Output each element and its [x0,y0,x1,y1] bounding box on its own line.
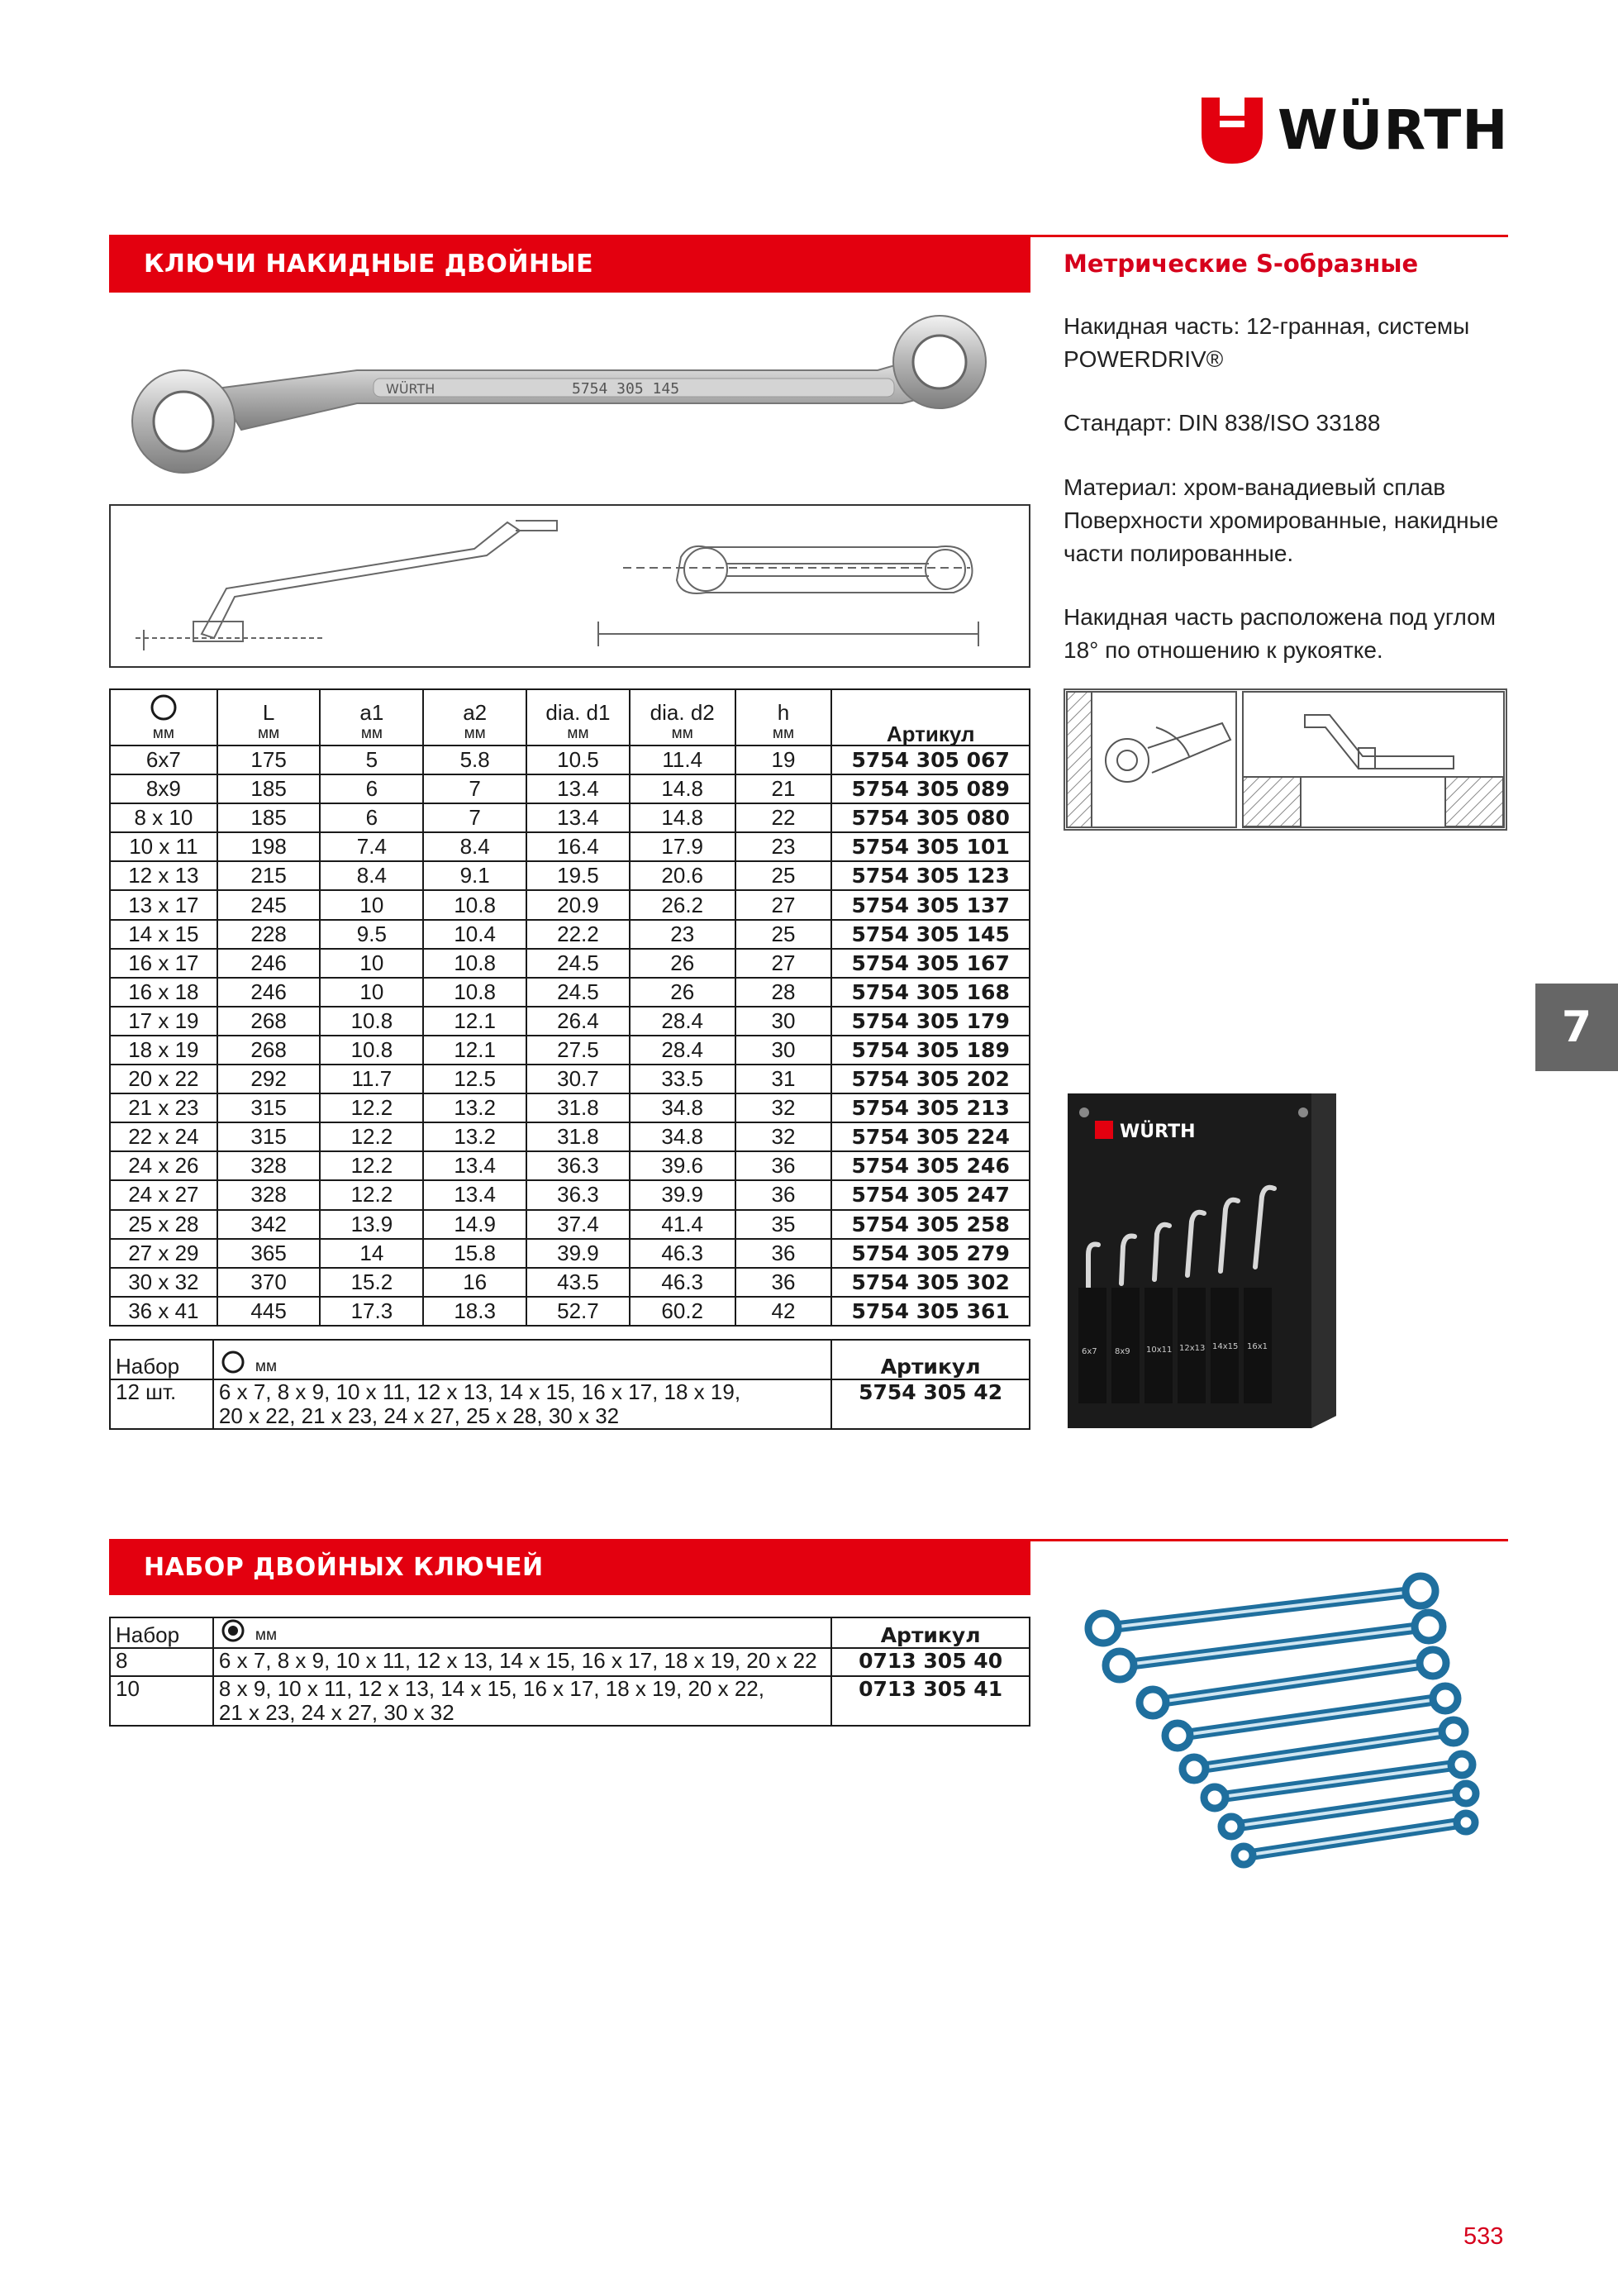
section1-subtitle: Метрические S-образные [1064,250,1419,278]
wrench-drawing-icon [111,506,1029,666]
cell-dia-d1: 31.8 [526,1093,630,1122]
cell-dia-d1: 31.8 [526,1122,630,1151]
wurth-logo-text: WÜRTH [1278,98,1509,162]
table-row [110,1036,1030,1065]
double-wrench-set-photo [1064,1570,1510,1876]
cell-h: 25 [735,861,832,890]
table-row [110,1007,1030,1036]
cell-h: 28 [735,978,832,1007]
twelve-point-ring-icon [150,693,178,722]
cell-size: 10 x 11 [110,832,217,861]
table-row [110,1065,1030,1093]
cell-h: 21 [735,774,832,803]
twelve-point-ring-icon [219,1350,247,1374]
cell-h: 36 [735,1239,832,1268]
section2-title: НАБОР ДВОЙНЫХ КЛЮЧЕЙ [109,1539,1030,1595]
table-row [110,1239,1030,1268]
cell-length: 246 [217,949,321,978]
set-header-article: Артикул [831,1617,1030,1648]
cell-length: 228 [217,920,321,949]
cell-a2: 12.1 [423,1007,526,1036]
cell-length: 315 [217,1122,321,1151]
desc-angle: Накидная часть расположена под углом 18° по отношению к рукоятке. [1064,604,1496,663]
cell-dia-d1: 22.2 [526,920,630,949]
cell-a2: 16 [423,1268,526,1297]
cell-a1: 10 [320,890,423,919]
cell-length: 268 [217,1007,321,1036]
cell-a1: 5 [320,745,423,774]
cell-length: 315 [217,1093,321,1122]
cell-length: 185 [217,803,321,832]
desc-head-type: Накидная часть: 12-гранная, системы POWERDRIV® [1064,313,1470,372]
wrench-technical-drawing [109,504,1030,668]
set-row [110,1676,1030,1726]
cell-dia-d1: 36.3 [526,1180,630,1209]
table-row [110,803,1030,832]
table-row [110,890,1030,919]
header-dia-d1: dia. d1 мм [526,689,630,745]
cell-article: 5754 305 279 [831,1239,1030,1268]
cell-a1: 10.8 [320,1036,423,1065]
cell-h: 31 [735,1065,832,1093]
cell-size: 18 x 19 [110,1036,217,1065]
table-row [110,1122,1030,1151]
cell-article: 5754 305 224 [831,1122,1030,1151]
set-sizes: 6 x 7, 8 x 9, 10 x 11, 12 x 13, 14 x 15, 16 x 17, 18 x 19, 20 x 22 [213,1648,831,1676]
cell-a2: 13.4 [423,1180,526,1209]
cell-dia-d1: 13.4 [526,803,630,832]
cell-size: 30 x 32 [110,1268,217,1297]
section2-title-rule [1030,1539,1508,1541]
cell-size: 14 x 15 [110,920,217,949]
cell-dia-d1: 20.9 [526,890,630,919]
cell-length: 342 [217,1210,321,1239]
spec-table-header-row [110,689,1030,745]
cell-a1: 14 [320,1239,423,1268]
cell-a2: 12.5 [423,1065,526,1093]
header-a2: a2 мм [423,689,526,745]
cell-dia-d1: 52.7 [526,1297,630,1326]
spec-table [109,688,1030,1327]
cell-dia-d1: 10.5 [526,745,630,774]
set-sizes: 6 x 7, 8 x 9, 10 x 11, 12 x 13, 14 x 15, 16 x 17, 18 x 19, 20 x 22, 21 x 23, 24 x 27, 25 x 28, 30 x 32 [213,1379,831,1429]
cell-a1: 6 [320,803,423,832]
pouch-label: 10x11 [1146,1346,1173,1355]
cell-h: 35 [735,1210,832,1239]
set-count: 8 [110,1648,213,1676]
header-h: h мм [735,689,832,745]
set-row [110,1648,1030,1676]
cell-article: 5754 305 247 [831,1180,1030,1209]
cell-a2: 10.8 [423,890,526,919]
set-table-double [109,1617,1030,1727]
angle-diagram-icon [1065,690,1506,829]
set-article: 0713 305 41 [831,1676,1030,1726]
cell-length: 292 [217,1065,321,1093]
cell-a1: 6 [320,774,423,803]
set-table-12 [109,1339,1030,1430]
cell-length: 445 [217,1297,321,1326]
cell-article: 5754 305 202 [831,1065,1030,1093]
table-row [110,1180,1030,1209]
cell-a1: 7.4 [320,832,423,861]
cell-article: 5754 305 123 [831,861,1030,890]
cell-dia-d2: 11.4 [630,745,735,774]
cell-h: 22 [735,803,832,832]
cell-dia-d2: 33.5 [630,1065,735,1093]
cell-a2: 13.2 [423,1093,526,1122]
header-a1: a1 мм [320,689,423,745]
cell-dia-d2: 26 [630,949,735,978]
cell-a2: 5.8 [423,745,526,774]
cell-h: 23 [735,832,832,861]
cell-a1: 10 [320,949,423,978]
cell-article: 5754 305 213 [831,1093,1030,1122]
table-row [110,1093,1030,1122]
set-sizes: 8 x 9, 10 x 11, 12 x 13, 14 x 15, 16 x 17, 18 x 19, 20 x 22, 21 x 23, 24 x 27, 30 x 32 [213,1676,831,1726]
cell-length: 328 [217,1151,321,1180]
cell-article: 5754 305 137 [831,890,1030,919]
cell-dia-d2: 34.8 [630,1122,735,1151]
section-tab: 7 [1535,984,1618,1071]
cell-size: 24 x 26 [110,1151,217,1180]
header-length: L мм [217,689,321,745]
cell-dia-d2: 46.3 [630,1239,735,1268]
cell-dia-d2: 39.6 [630,1151,735,1180]
cell-length: 215 [217,861,321,890]
set-count: 12 шт. [110,1379,213,1429]
set-header-article: Артикул [831,1340,1030,1379]
pouch-label: 6x7 [1082,1347,1097,1356]
cell-article: 5754 305 101 [831,832,1030,861]
cell-dia-d2: 14.8 [630,774,735,803]
cell-a1: 9.5 [320,920,423,949]
cell-length: 246 [217,978,321,1007]
cell-a2: 8.4 [423,832,526,861]
cell-h: 19 [735,745,832,774]
cell-a2: 7 [423,803,526,832]
cell-article: 5754 305 179 [831,1007,1030,1036]
cell-dia-d2: 17.9 [630,832,735,861]
desc-standard: Стандарт: DIN 838/ISO 33188 [1064,410,1381,436]
cell-a1: 15.2 [320,1268,423,1297]
cell-dia-d2: 39.9 [630,1180,735,1209]
cell-dia-d2: 14.8 [630,803,735,832]
cell-article: 5754 305 080 [831,803,1030,832]
section1-title-rule [1030,235,1508,237]
header-dia-d2: dia. d2 мм [630,689,735,745]
cell-length: 365 [217,1239,321,1268]
cell-a1: 17.3 [320,1297,423,1326]
set-header-label: Набор [110,1617,213,1648]
cell-dia-d1: 24.5 [526,978,630,1007]
cell-dia-d2: 26 [630,978,735,1007]
table-row [110,978,1030,1007]
table-row [110,774,1030,803]
cell-dia-d2: 28.4 [630,1007,735,1036]
table-row [110,745,1030,774]
cell-dia-d2: 46.3 [630,1268,735,1297]
cell-a2: 7 [423,774,526,803]
cell-h: 27 [735,890,832,919]
cell-article: 5754 305 246 [831,1151,1030,1180]
set-row [110,1379,1030,1429]
cell-a1: 10 [320,978,423,1007]
set-article: 0713 305 40 [831,1648,1030,1676]
cell-h: 32 [735,1093,832,1122]
cell-h: 30 [735,1007,832,1036]
spec-table-body [110,745,1030,1326]
table-row [110,861,1030,890]
cell-dia-d1: 13.4 [526,774,630,803]
cell-length: 185 [217,774,321,803]
cell-dia-d1: 24.5 [526,949,630,978]
pouch-label: 12x13 [1179,1344,1206,1353]
page-number: 533 [1463,2223,1504,2250]
cell-a1: 8.4 [320,861,423,890]
cell-h: 42 [735,1297,832,1326]
cell-a1: 12.2 [320,1151,423,1180]
table-row [110,1268,1030,1297]
cell-a1: 11.7 [320,1065,423,1093]
cell-dia-d1: 37.4 [526,1210,630,1239]
set-header-label: Набор [110,1340,213,1379]
set-header-sizes: мм [213,1617,831,1648]
cell-size: 22 x 24 [110,1122,217,1151]
cell-a1: 10.8 [320,1007,423,1036]
cell-a2: 14.9 [423,1210,526,1239]
cell-dia-d2: 28.4 [630,1036,735,1065]
wurth-logo-mark-icon [1202,98,1263,164]
cell-article: 5754 305 168 [831,978,1030,1007]
desc-material: Материал: хром-ванадиевый сплав [1064,474,1446,500]
cell-h: 27 [735,949,832,978]
cell-length: 268 [217,1036,321,1065]
table-row [110,920,1030,949]
wrench-marking: 5754 305 145 [572,380,680,398]
table-row [110,1297,1030,1326]
cell-size: 20 x 22 [110,1065,217,1093]
cell-size: 8x9 [110,774,217,803]
cell-size: 8 x 10 [110,803,217,832]
cell-size: 17 x 19 [110,1007,217,1036]
cell-article: 5754 305 361 [831,1297,1030,1326]
cell-article: 5754 305 145 [831,920,1030,949]
cell-dia-d1: 19.5 [526,861,630,890]
cell-dia-d1: 36.3 [526,1151,630,1180]
cell-article: 5754 305 089 [831,774,1030,803]
cell-dia-d1: 16.4 [526,832,630,861]
cell-dia-d1: 26.4 [526,1007,630,1036]
set-header-sizes: мм [213,1340,831,1379]
set-count: 10 [110,1676,213,1726]
cell-h: 25 [735,920,832,949]
cell-size: 25 x 28 [110,1210,217,1239]
cell-size: 27 x 29 [110,1239,217,1268]
cell-length: 198 [217,832,321,861]
pouch-label: 8x9 [1115,1347,1130,1356]
cell-a1: 12.2 [320,1093,423,1122]
cell-size: 6x7 [110,745,217,774]
wrench-set-pouch-photo [1064,1089,1344,1432]
cell-dia-d2: 41.4 [630,1210,735,1239]
cell-h: 36 [735,1151,832,1180]
angle-diagrams [1064,688,1507,831]
cell-length: 370 [217,1268,321,1297]
table-row [110,832,1030,861]
cell-size: 21 x 23 [110,1093,217,1122]
cell-a2: 10.8 [423,978,526,1007]
cell-a1: 13.9 [320,1210,423,1239]
cell-article: 5754 305 067 [831,745,1030,774]
cell-a2: 12.1 [423,1036,526,1065]
cell-a1: 12.2 [320,1122,423,1151]
cell-size: 12 x 13 [110,861,217,890]
cell-h: 36 [735,1180,832,1209]
cell-dia-d1: 30.7 [526,1065,630,1093]
cell-article: 5754 305 258 [831,1210,1030,1239]
cell-h: 36 [735,1268,832,1297]
cell-dia-d2: 20.6 [630,861,735,890]
cell-article: 5754 305 302 [831,1268,1030,1297]
cell-size: 13 x 17 [110,890,217,919]
table-row [110,949,1030,978]
cell-a1: 12.2 [320,1180,423,1209]
cell-size: 16 x 17 [110,949,217,978]
cell-dia-d2: 23 [630,920,735,949]
desc-surface: Поверхности хромированные, накидные части полированные. [1064,507,1499,566]
cell-dia-d1: 39.9 [526,1239,630,1268]
set-article: 5754 305 42 [831,1379,1030,1429]
header-size: мм [110,689,217,745]
wrench-logo-engraving: WÜRTH [386,381,435,397]
table-row [110,1151,1030,1180]
twelve-point-ring-icon [219,1618,247,1643]
cell-a2: 13.2 [423,1122,526,1151]
double-ring-wrench-photo [109,306,1030,483]
cell-length: 245 [217,890,321,919]
cell-a2: 10.4 [423,920,526,949]
cell-dia-d2: 34.8 [630,1093,735,1122]
cell-a2: 10.8 [423,949,526,978]
cell-size: 16 x 18 [110,978,217,1007]
pouch-label: 14x15 [1212,1342,1239,1351]
cell-dia-d1: 43.5 [526,1268,630,1297]
cell-size: 36 x 41 [110,1297,217,1326]
cell-a2: 9.1 [423,861,526,890]
table-row [110,1210,1030,1239]
pouch-brand: WÜRTH [1120,1122,1196,1142]
cell-dia-d1: 27.5 [526,1036,630,1065]
cell-a2: 18.3 [423,1297,526,1326]
cell-dia-d2: 26.2 [630,890,735,919]
header-article: Артикул [831,689,1030,745]
cell-length: 175 [217,745,321,774]
cell-h: 32 [735,1122,832,1151]
wurth-logo [1202,98,1511,164]
cell-length: 328 [217,1180,321,1209]
cell-h: 30 [735,1036,832,1065]
cell-article: 5754 305 167 [831,949,1030,978]
cell-size: 24 x 27 [110,1180,217,1209]
pouch-label: 16x1 [1247,1342,1268,1351]
cell-dia-d2: 60.2 [630,1297,735,1326]
cell-article: 5754 305 189 [831,1036,1030,1065]
cell-a2: 13.4 [423,1151,526,1180]
cell-a2: 15.8 [423,1239,526,1268]
section1-title: КЛЮЧИ НАКИДНЫЕ ДВОЙНЫЕ [109,235,1030,293]
